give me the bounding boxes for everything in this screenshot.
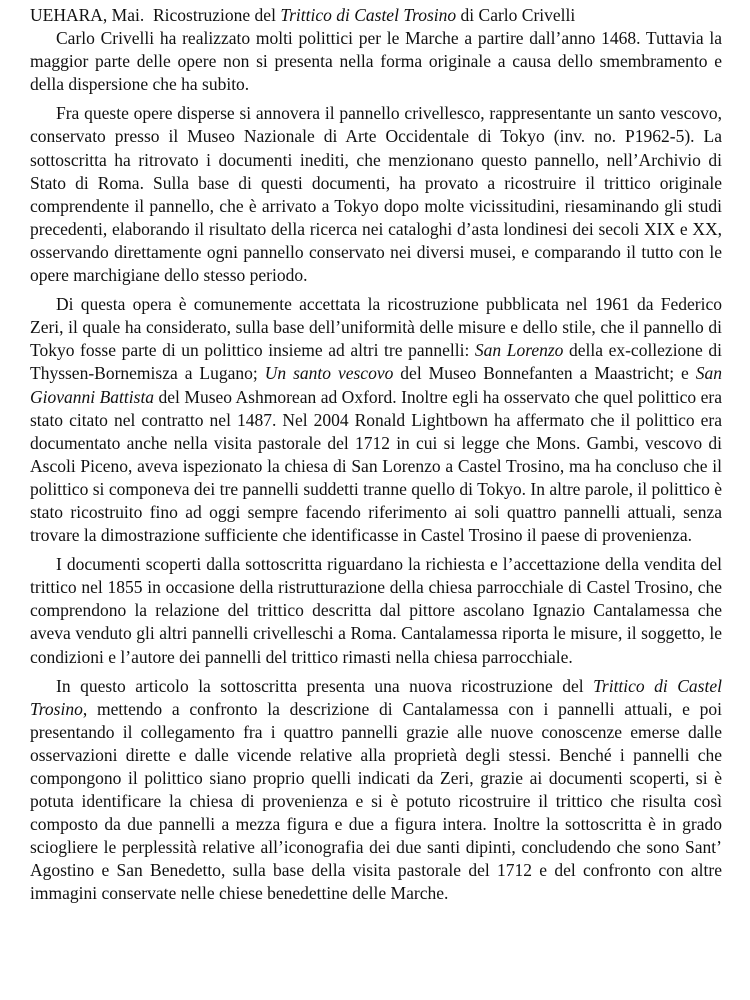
- paragraph-2: Fra queste opere disperse si annovera il pannello crivellesco, rappresentante un santo vescovo, conservato presso il Museo Nazionale di Arte Occidentale di Tokyo (inv. no. P1962-5). La sottoscritta ha ritrovato i documenti inediti, che menzionano questo pannello, nell’Archivio di Stato di Roma. Sulla base di questi documenti, ha provato a ricostruire il trittico originale comprendente il pannello, che è arrivato a Tokyo dopo molte vicissitudini, riesaminando gli studi precedenti, elaborando il risultato della ricerca nei cataloghi d’asta londinesi dei secoli XIX e XX, osservando direttamente ogni pannello conservato nei diversi musei, e comparando il tutto con le opere marchigiane dello stesso periodo.: [30, 103, 722, 286]
- artwork-title: Trittico di Castel Trosino: [280, 5, 457, 25]
- artwork-trittico: Trittico di Castel Trosino: [30, 675, 722, 719]
- artwork-san-giovanni-battista: San Giovanni Battista: [30, 363, 722, 407]
- artwork-san-lorenzo: San Lorenzo: [474, 340, 564, 361]
- paragraph-3-text-2: della ex-collezione di Thyssen-Bornemisza a Lugano;: [30, 340, 723, 384]
- paragraph-1: Carlo Crivelli ha realizzato molti polittici per le Marche a partire dall’anno 1468. Tuttavia la maggior parte delle opere non si presenta nella forma originale a causa dello smembramento e della dispersione che ha subito.: [30, 28, 722, 95]
- paragraph-5: [30, 675, 722, 906]
- paragraph-3-text-3: del Museo Bonnefanten a Maastricht; e: [393, 363, 696, 384]
- paragraph-5-text-1: In questo articolo la sottoscritta presenta una nuova ricostruzione del: [56, 675, 594, 696]
- paragraph-3: [30, 293, 722, 547]
- paragraph-3-text-1: Di questa opera è comunemente accettata la ricostruzione pubblicata nel 1961 da Federico Zeri, il quale ha considerato, sulla base dell’uniformità delle misure e dello stile, che il pannello di Tokyo fosse parte di un polittico insieme ad altri tre pannelli:: [30, 294, 722, 361]
- document-page: [30, 4, 722, 906]
- paragraph-3-text-4: del Museo Ashmorean ad Oxford. Inoltre egli ha osservato che quel polittico era stato citato nel contratto nel 1487. Nel 2004 Ronald Lightbown ha affermato che il polittico era documentato anche nella visita pastorale del 1712 in cui si legge che Mons. Gambi, vescovo di Ascoli Piceno, aveva ispezionato la chiesa di San Lorenzo a Castel Trosino, ma ha concluso che il polittico si componeva dei tre pannelli suddetti tranne quello di Tokyo. In altre parole, il polittico è stato ricostruito fino ad oggi sempre facendo riferimento ai soli quattro pannelli attuali, senza trovare la dimostrazione sufficiente che identificasse in Castel Trosino il paese di provenienza.: [30, 386, 723, 546]
- paragraph-4: I documenti scoperti dalla sottoscritta riguardano la richiesta e l’accettazione della vendita del trittico nel 1855 in occasione della ristrutturazione della chiesa parrocchiale di Castel Trosino, che comprendono la relazione del trittico descritta dal pittore ascolano Ignazio Cantalamessa che aveva venduto gli altri pannelli crivelleschi a Roma. Cantalamessa riporta le misure, il soggetto, le condizioni e l’autore dei pannelli del trittico rimasti nella chiesa parrocchiale.: [30, 554, 722, 667]
- author-name: UEHARA, Mai.: [30, 5, 145, 25]
- document-heading: [30, 4, 722, 27]
- title-prefix: Ricostruzione del: [152, 5, 281, 25]
- artwork-santo-vescovo: Un santo vescovo: [264, 363, 394, 384]
- title-suffix: di Carlo Crivelli: [456, 5, 576, 25]
- paragraph-5-text-2: , mettendo a confronto la descrizione di Cantalamessa con i pannelli attuali, e poi presentando il collegamento fra i quattro pannelli grazie alle nuove conoscenze emerse dalle osservazioni dirette e dalle vicende relative alla proprietà degli stessi. Benché i pannelli che compongono il polittico siano proprio quelli indicati da Zeri, grazie ai documenti scoperti, si è potuta identificare la chiesa di provenienza e si è potuto ricostruire il trittico che risulta così composto da due pannelli a mezza figura e due a figura intera. Inoltre la sottoscritta è in grado sciogliere le perplessità relative all’iconografia dei due santi dipinti, concludendo che sono Sant’ Agostino e San Benedetto, sulla base della visita pastorale del 1712 e del confronto con altre immagini conservate nelle chiese benedettine delle Marche.: [30, 698, 722, 904]
